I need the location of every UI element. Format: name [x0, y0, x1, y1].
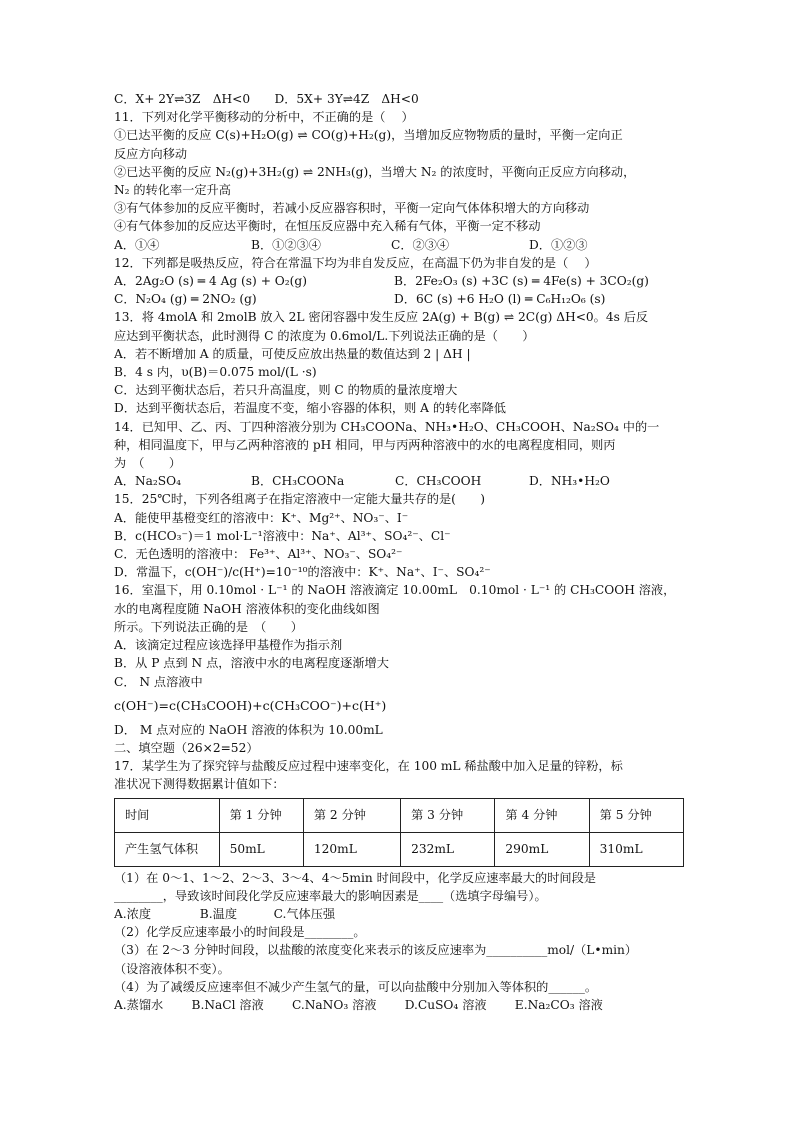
q10-options-cd: C．X+ 2Y⇌3Z ΔH<0 D．5X+ 3Y⇌4Z ΔH<0: [114, 92, 419, 106]
table-cell: 232mL: [401, 832, 495, 866]
q11-statement-3: ③有气体参加的反应平衡时，若减小反应器容积时，平衡一定向气体体积增大的方向移动: [114, 201, 590, 216]
q17-part-1: （1）在 0～1、1～2、2～3、3～4、4～5min 时间段中，化学反应速率最大的时间段是: [114, 870, 596, 885]
q12-options-cd: [114, 290, 684, 308]
table-header-cell: 第 4 分钟: [495, 798, 589, 832]
q17-part-4: （4）为了减缓反应速率但不减少产生氢气的量，可以向盐酸中分别加入等体积的______。: [114, 979, 598, 994]
q17-part-1-options: A.浓度 B.温度 C.气体压强: [114, 906, 336, 921]
q14-stem-end: 为 （ ）: [114, 456, 182, 471]
q11-statement-2: ②已达平衡的反应 N₂(g)+3H₂(g) ⇌ 2NH₃(g)，当增大 N₂ 的浓度时，平衡向正反应方向移动，: [114, 164, 636, 179]
q11-option-b: B．①②③④: [251, 237, 321, 252]
q11-statement-1: ①已达平衡的反应 C(s)+H₂O(g) ⇌ CO(g)+H₂(g)，当增加反应物物质的量时，平衡一定向正: [114, 128, 623, 143]
table-cell: 产生氢气体积: [115, 832, 220, 866]
q11-stem: 11．下列对化学平衡移动的分析中，不正确的是（ ）: [114, 110, 414, 125]
q17-stem-cont: 准状况下测得数据累计值如下：: [114, 777, 285, 792]
q12-stem: 12．下列都是吸热反应，符合在常温下均为非自发反应，在高温下仍为非自发的是（ ）: [114, 255, 597, 270]
q16-option-b: B．从 P 点到 N 点，溶液中水的电离程度逐渐增大: [114, 656, 389, 671]
table-header-cell: 第 1 分钟: [219, 798, 303, 832]
q14-stem: 14．已知甲、乙、丙、丁四种溶液分别为 CH₃COONa、NH₃•H₂O、CH₃COOH、Na₂SO₄ 中的一: [114, 419, 660, 434]
q11-options: [114, 236, 684, 254]
exam-page: [114, 90, 684, 1014]
q17-part-3-cont: （设溶液体积不变）。: [114, 961, 230, 976]
section-fill-in-title: 二、填空题（26×2=52）: [114, 740, 259, 755]
q14-option-c: C．CH₃COOH: [395, 474, 482, 489]
q14-option-d: D．NH₃•H₂O: [529, 474, 610, 489]
q16-option-a: A．该滴定过程应该选择甲基橙作为指示剂: [114, 638, 343, 653]
q13-option-c: C．达到平衡状态后，若只升高温度，则 C 的物质的量浓度增大: [114, 383, 458, 398]
hydrogen-volume-table: [114, 798, 684, 867]
q13-stem-cont: 应达到平衡状态，此时测得 C 的浓度为 0.6mol/L.下列说法正确的是（ ）: [114, 328, 535, 343]
table-cell: 290mL: [495, 832, 589, 866]
table-header-cell: 第 2 分钟: [303, 798, 400, 832]
table-header-cell: 第 5 分钟: [589, 798, 683, 832]
q13-stem: 13．将 4molA 和 2molB 放入 2L 密闭容器中发生反应 2A(g) + B(g) ⇌ 2C(g) ΔH<0。4s 后反: [114, 310, 649, 325]
q11-option-d: D．①②③: [529, 237, 588, 252]
q17-stem: 17．某学生为了探究锌与盐酸反应过程中速率变化，在 100 mL 稀盐酸中加入足量的锌粉，标: [114, 759, 623, 774]
q14-option-a: A．Na₂SO₄: [114, 474, 182, 489]
q12-options-ab: [114, 272, 684, 290]
q15-option-b: B．c(HCO₃⁻)＝1 mol·L⁻¹溶液中：Na⁺、Al³⁺、SO₄²⁻、Cl⁻: [114, 528, 451, 543]
q12-option-a: A．2Ag₂O (s) ═ 4 Ag (s) + O₂(g): [114, 274, 307, 289]
q13-option-d: D．达到平衡状态后，若温度不变，缩小容器的体积，则 A 的转化率降低: [114, 401, 506, 416]
q11-statement-1-cont: 反应方向移动: [114, 146, 188, 161]
q11-statement-4: ④有气体参加的反应达平衡时，在恒压反应器中充入稀有气体，平衡一定不移动: [114, 219, 541, 234]
q13-option-b: B．4 s 内，υ(B)＝0.075 mol/(L ·s): [114, 365, 317, 380]
q15-option-d: D．常温下，c(OH⁻)/c(H⁺)=10⁻¹⁰的溶液中：K⁺、Na⁺、I⁻、SO₄²⁻: [114, 565, 491, 580]
q16-option-c-equation: c(OH⁻)=c(CH₃COOH)+c(CH₃COO⁻)+c(H⁺): [114, 697, 387, 713]
q15-option-a: A．能使甲基橙变红的溶液中：K⁺、Mg²⁺、NO₃⁻、I⁻: [114, 510, 409, 525]
q11-option-a: A．①④: [114, 237, 160, 252]
table-header-cell: 时间: [115, 798, 220, 832]
q13-option-a: A．若不断增加 A 的质量，可使反应放出热量的数值达到 2 | ΔH |: [114, 346, 471, 361]
q11-statement-2-cont: N₂ 的转化率一定升高: [114, 183, 231, 198]
table-header-cell: 第 3 分钟: [401, 798, 495, 832]
q17-part-3: （3）在 2～3 分钟时间段，以盐酸的浓度变化来表示的该反应速率为__________mol/（L•min）: [114, 943, 638, 958]
table-cell: 50mL: [219, 832, 303, 866]
q15-stem: 15．25℃时，下列各组离子在指定溶液中一定能大量共存的是( ): [114, 492, 486, 507]
q17-part-4-options: A.蒸馏水 B.NaCl 溶液 C.NaNO₃ 溶液 D.CuSO₄ 溶液 E.Na₂CO₃ 溶液: [114, 997, 603, 1012]
q17-part-1-cont: ________，导致该时间段化学反应速率最大的影响因素是____（选填字母编号）。: [114, 888, 547, 903]
q16-option-c: C． N 点溶液中: [114, 674, 203, 689]
q11-option-c: C．②③④: [391, 237, 450, 252]
table-row: [115, 798, 684, 832]
q15-option-c: C．无色透明的溶液中： Fe³⁺、Al³⁺、NO₃⁻、SO₄²⁻: [114, 547, 403, 562]
table-cell: 310mL: [589, 832, 683, 866]
table-cell: 120mL: [303, 832, 400, 866]
q16-stem-cont: 水的电离程度随 NaOH 溶液体积的变化曲线如图: [114, 601, 380, 616]
q12-option-c: C．N₂O₄ (g) ═ 2NO₂ (g): [114, 292, 257, 307]
q12-option-b: B．2Fe₂O₃ (s) +3C (s) ═ 4Fe(s) + 3CO₂(g): [394, 274, 649, 289]
q14-option-b: B．CH₃COONa: [251, 474, 345, 489]
q16-option-d: D． M 点对应的 NaOH 溶液的体积为 10.00mL: [114, 722, 383, 737]
q12-option-d: D．6C (s) +6 H₂O (l) ═ C₆H₁₂O₆ (s): [394, 292, 606, 307]
table-row: [115, 832, 684, 866]
q16-stem-end: 所示。下列说法正确的是 （ ）: [114, 619, 303, 634]
q14-options: [114, 472, 684, 490]
q17-part-2: （2）化学反应速率最小的时间段是________。: [114, 925, 366, 940]
q14-stem-cont: 种，相同温度下，甲与乙两种溶液的 pH 相同，甲与丙两种溶液中的水的电离程度相同，则丙: [114, 437, 616, 452]
q16-stem: 16．室温下，用 0.10mol · L⁻¹ 的 NaOH 溶液滴定 10.00mL 0.10mol · L⁻¹ 的 CH₃COOH 溶液，: [114, 583, 676, 598]
